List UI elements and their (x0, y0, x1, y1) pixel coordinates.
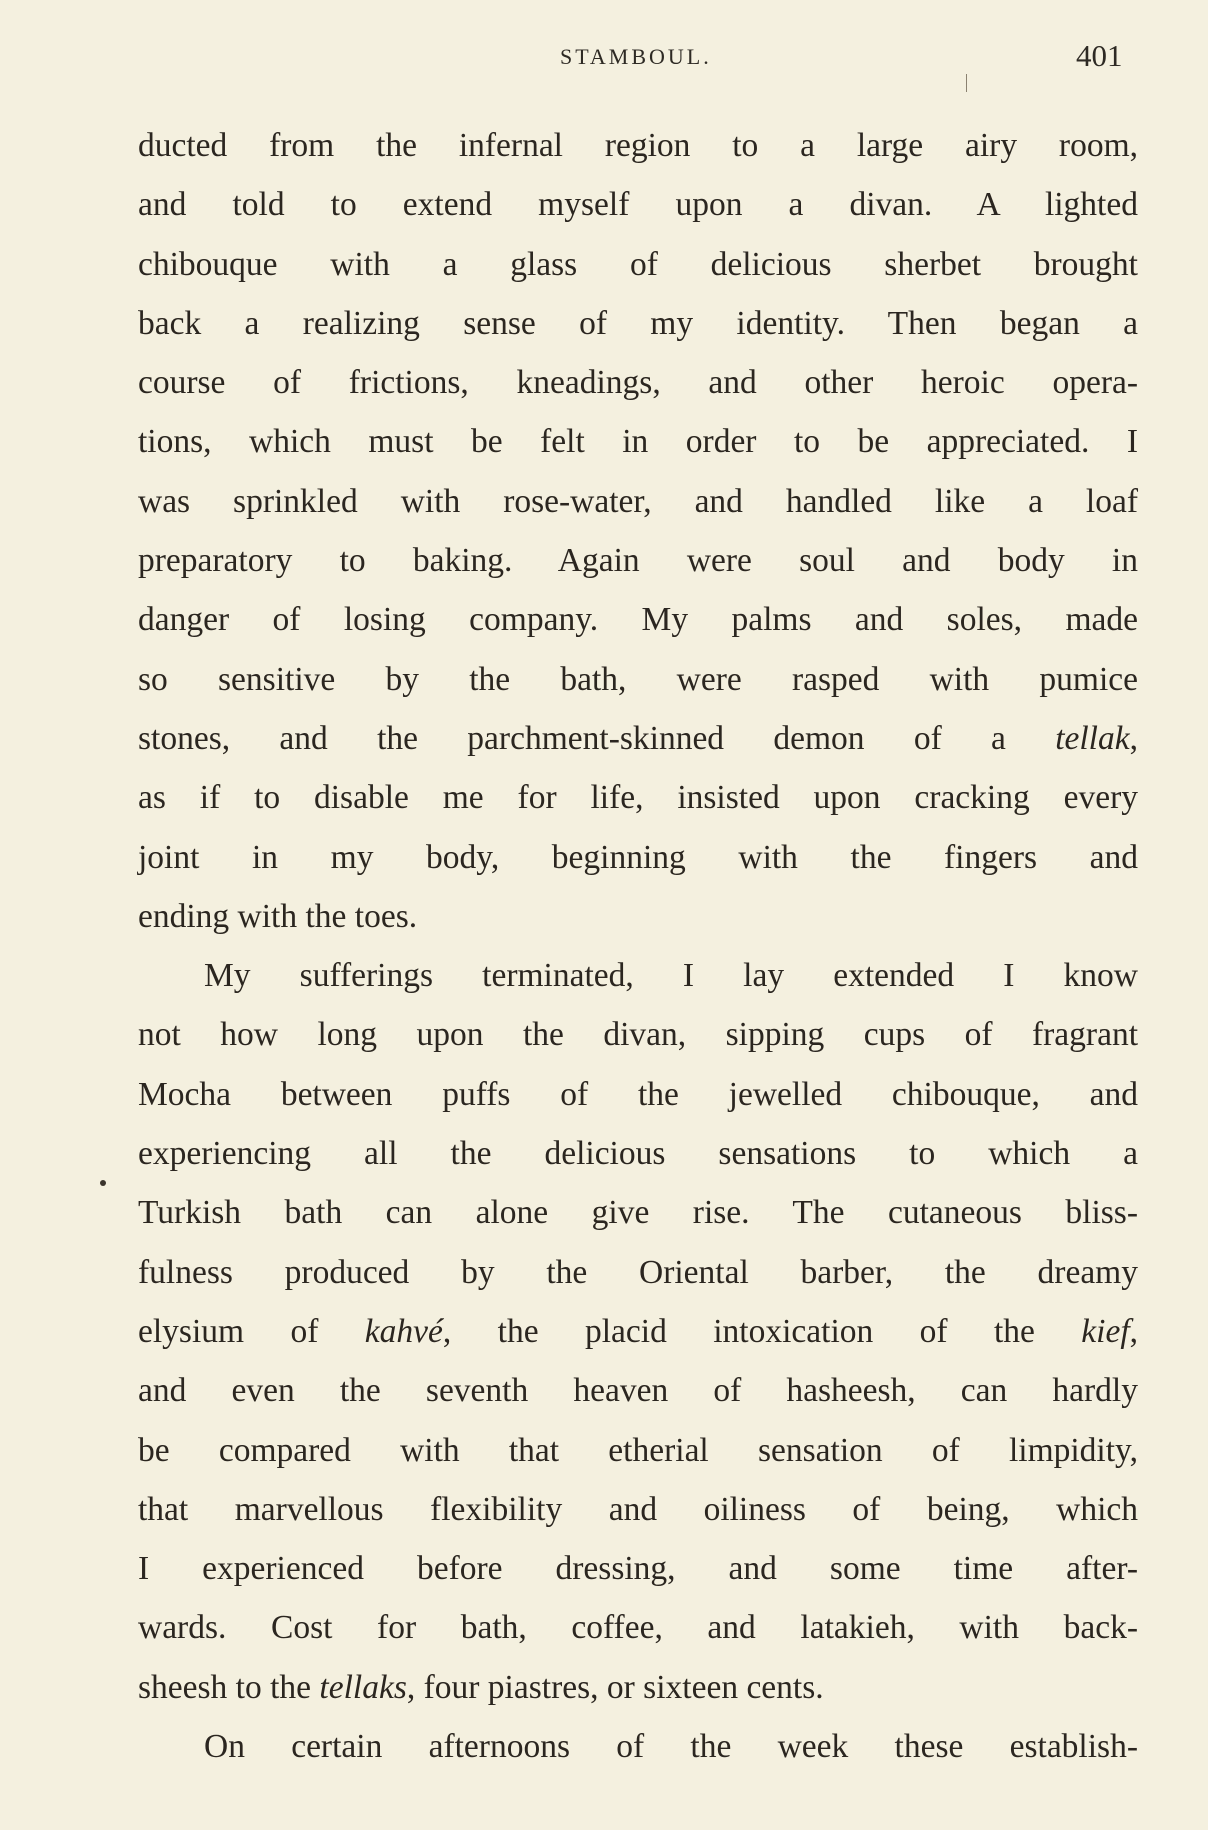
text-line: fulness produced by the Oriental barber, the dreamy (138, 1253, 1138, 1291)
text-line: course of frictions, kneadings, and other heroic opera- (138, 364, 1138, 402)
text-line: and even the seventh heaven of hasheesh, can hardly (138, 1372, 1138, 1410)
print-tick-mark (966, 74, 967, 92)
paragraph-first-line: On certain afternoons of the week these establish- (204, 1728, 1138, 1766)
page-number: 401 (1076, 38, 1123, 73)
margin-dot-mark (100, 1180, 106, 1186)
text-line: danger of losing company. My palms and soles, made (138, 601, 1138, 639)
text-line: that marvellous flexibility and oiliness of being, which (138, 1490, 1138, 1528)
text-line: tions, which must be felt in order to be appreciated. I (138, 423, 1138, 461)
text-line: experiencing all the delicious sensations to which a (138, 1135, 1138, 1173)
text-line: elysium of kahvé, the placid intoxication of the kief, (138, 1312, 1139, 1350)
text-line: stones, and the parchment-skinned demon of a tellak, (138, 719, 1138, 757)
paragraph-first-line: My sufferings terminated, I lay extended I know (204, 957, 1138, 995)
text-line: not how long upon the divan, sipping cups of fragrant (138, 1016, 1138, 1054)
text-line: Turkish bath can alone give rise. The cutaneous bliss- (138, 1194, 1138, 1232)
text-line: and told to extend myself upon a divan. A lighted (138, 186, 1138, 224)
text-line: joint in my body, beginning with the fingers and (138, 838, 1138, 876)
text-line: ending with the toes. (138, 897, 418, 935)
text-line: so sensitive by the bath, were rasped with pumice (138, 660, 1138, 698)
text-line: was sprinkled with rose-water, and handled like a loaf (138, 482, 1138, 520)
text-line: be compared with that etherial sensation of limpidity, (138, 1431, 1138, 1469)
page-header (0, 38, 1208, 88)
text-line: I experienced before dressing, and some time after- (138, 1550, 1138, 1588)
text-line: as if to disable me for life, insisted upon cracking every (138, 779, 1138, 817)
text-line: sheesh to the tellaks, four piastres, or sixteen cents. (138, 1668, 824, 1706)
text-line: wards. Cost for bath, coffee, and latakieh, with back- (138, 1609, 1138, 1647)
running-head: STAMBOUL. (560, 44, 712, 69)
text-line: chibouque with a glass of delicious sherbet brought (138, 245, 1138, 283)
text-line: preparatory to baking. Again were soul and body in (138, 542, 1138, 580)
body-text (138, 116, 1138, 1776)
text-line: back a realizing sense of my identity. Then began a (138, 304, 1138, 342)
text-line: Mocha between puffs of the jewelled chibouque, and (138, 1075, 1138, 1113)
text-line: ducted from the infernal region to a large airy room, (138, 127, 1138, 164)
